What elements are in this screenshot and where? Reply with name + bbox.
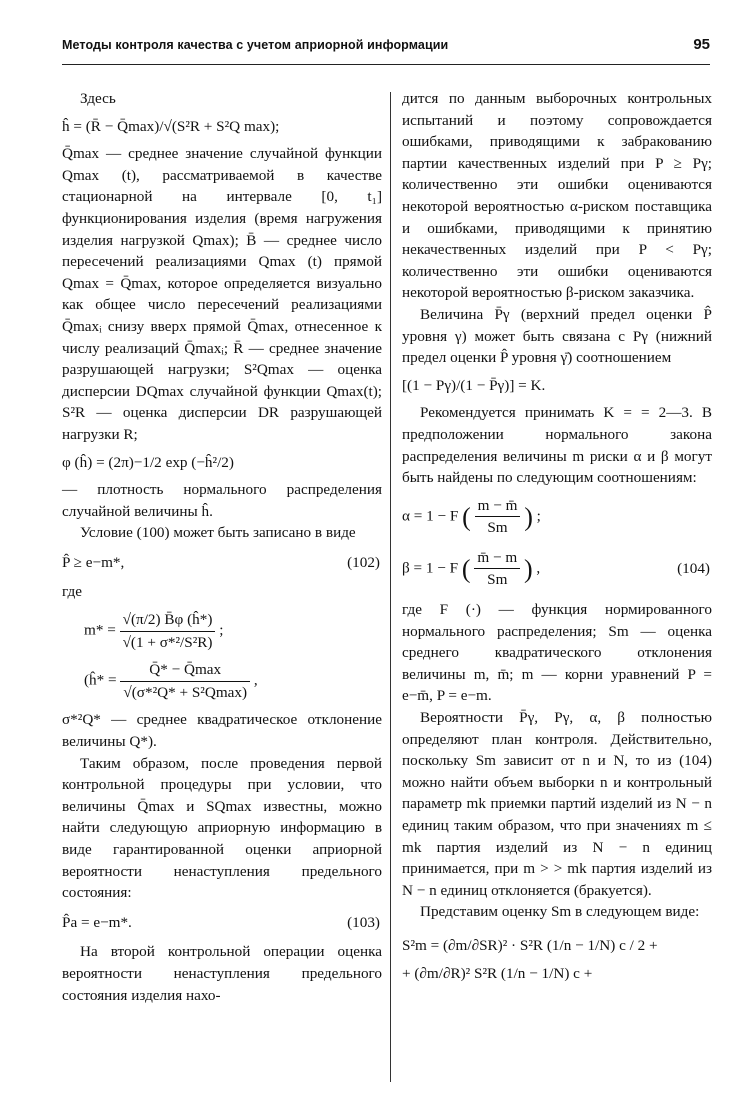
alpha-denominator: Sm: [487, 519, 508, 537]
left-paragraph-5: Таким образом, после проведения первой контрольной процедуры при условии, что величины Q̄max и SQmax известны, можно найти следующую априорную информацию в виде гарантированной оценки априорной вероятности ненаступления предельного состояния:: [62, 754, 382, 902]
alpha-numerator: m − m̄: [475, 495, 521, 518]
right-paragraph-2: Величина P̄γ (верхний предел оценки P̂ уровня γ) может быть связана с Pγ (нижний предел оценки P̂ уровня γ̄) соотношением: [402, 305, 712, 367]
h-star-formula: [62, 659, 382, 703]
column-divider: [390, 92, 391, 1082]
equation-103-number: (103): [347, 913, 380, 931]
right-paragraph-1: дится по данным выборочных контрольных испытаний и поэтому сопровождается ошибками, приводящими к забракованию партии качественных изделий при P ≥ Pγ; количественно эти ошибки оцениваются некоторой вероятностью α-риском поставщика и ошибками, приводящими к принятию некачественных изделий при P < Pγ; количественно эти ошибки оцениваются некоторой вероятностью β-риском заказчика.: [402, 90, 712, 302]
gde-text: где: [62, 583, 82, 601]
m-star-tail: ;: [219, 621, 224, 639]
h-star-denominator: √(σ*²Q* + S²Qmax): [123, 683, 248, 701]
alpha-formula: [402, 495, 712, 539]
s-formula-line-2: + (∂m/∂R)² S²R (1/n − 1/N) c +: [402, 964, 593, 982]
page-header: [62, 30, 710, 65]
m-star-denominator: √(1 + σ*²/S²R): [122, 633, 213, 651]
equation-104: [402, 547, 712, 591]
beta-fraction: [474, 547, 520, 591]
h-formula: ĥ = (R̄ − Q̄max)/√(S²R + S²Q max);: [62, 117, 280, 135]
right-paragraph-6: Представим оценку Sm в следующем виде:: [420, 903, 700, 921]
beta-numerator: m̄ − m: [474, 547, 520, 570]
h-star-numerator: Q̄* − Q̄max: [120, 659, 250, 682]
s-formula-line-1: S²m = (∂m/∂SR)² · S²R (1/n − 1/N) c / 2 +: [402, 936, 658, 954]
equation-104-number: (104): [677, 560, 710, 578]
beta-open-paren: (: [461, 554, 471, 584]
left-paragraph-1: Q̄max — среднее значение случайной функции Qmax (t), рассматриваемой в качестве стационарной на интервале [0, t₁] функционирования изделия (время нагружения изделия нагрузкой Qmax); B̄ — среднее число пересечений реализациями Qmax (t) прямой Qmax = Q̄max, которое определяется визуально как общее число пересечений реализациями Q̄maxᵢ снизу вверх прямой Q̄max, отнесенное к числу реализаций Q̄maxᵢ; R̄ — среднее значение разрушающей нагрузки; S²Qmax — оценка дисперсии DQmax случайной функции Qmax(t); S²R — оценка дисперсии DR разрушающей нагрузки R;: [62, 145, 382, 443]
right-paragraph-3: Рекомендуется принимать K = = 2—3. В предположении нормального закона распределения величины m риски α и β могут быть найдены по следующим соотношениям:: [402, 404, 712, 487]
right-paragraph-5: Вероятности P̄γ, Pγ, α, β полностью определяют план контроля. Действительно, поскольку Sm зависит от n и N, то из (104) можно найти объем выборки n и контрольный параметр mk приемки партий изделий из N − n единиц таким образом, что при значениях m ≤ mk партия изделий из N − n единиц принимается, при m > > mk партия изделий из N − n единиц отклоняется (бракуется).: [402, 709, 712, 899]
equation-102-number: (102): [347, 553, 380, 571]
beta-tail: ,: [536, 559, 541, 577]
beta-lhs: β = 1 − F: [402, 559, 459, 577]
phi-formula: φ (ĥ) = (2π)−1/2 exp (−ĥ²/2): [62, 453, 234, 471]
left-paragraph-4: σ*²Q* — среднее квадратическое отклонение величины Q*).: [62, 711, 382, 751]
right-column: [402, 88, 712, 990]
running-head: Методы контроля качества с учетом априорной информации: [62, 38, 449, 52]
zdes-text: Здесь: [80, 90, 116, 107]
left-column: [62, 88, 382, 1006]
beta-denominator: Sm: [487, 571, 508, 589]
alpha-close-paren: ): [524, 501, 533, 531]
m-star-fraction: [120, 609, 216, 653]
alpha-lhs: α = 1 − F: [402, 507, 459, 525]
m-star-lhs: m* =: [84, 621, 116, 639]
h-star-tail: ,: [253, 671, 258, 689]
equation-103: [62, 912, 382, 934]
left-paragraph-3: Условие (100) может быть записано в виде: [80, 524, 356, 542]
left-paragraph-2: — плотность нормального распределения случайной величины ĥ.: [62, 481, 382, 520]
beta-formula: [402, 547, 540, 591]
h-star-lhs: (ĥ* =: [84, 671, 117, 689]
m-star-formula: [62, 609, 382, 653]
alpha-open-paren: (: [462, 501, 471, 531]
equation-102: [62, 552, 382, 574]
equation-102-body: P̂ ≥ e−m*,: [62, 553, 125, 571]
h-star-fraction: [120, 659, 250, 703]
equation-103-body: P̂a = e−m*.: [62, 913, 132, 931]
beta-close-paren: ): [523, 554, 533, 584]
page-number: 95: [693, 36, 710, 53]
right-paragraph-4: где F (·) — функция нормированного нормального распределения; Sm — оценка среднего квадратического отклонения величины m, m̄; m — корни уравнений P = e−m̄, P = e−m.: [402, 601, 712, 705]
left-paragraph-6: На второй контрольной операции оценка вероятности ненаступления предельного состояния изделия нахо-: [62, 943, 382, 1004]
k-formula: [(1 − Pγ)/(1 − P̄γ)] = K.: [402, 376, 546, 394]
alpha-tail: ;: [536, 507, 541, 525]
alpha-fraction: [475, 495, 521, 539]
m-star-numerator: √(π/2) B̄φ (ĥ*): [120, 609, 216, 632]
